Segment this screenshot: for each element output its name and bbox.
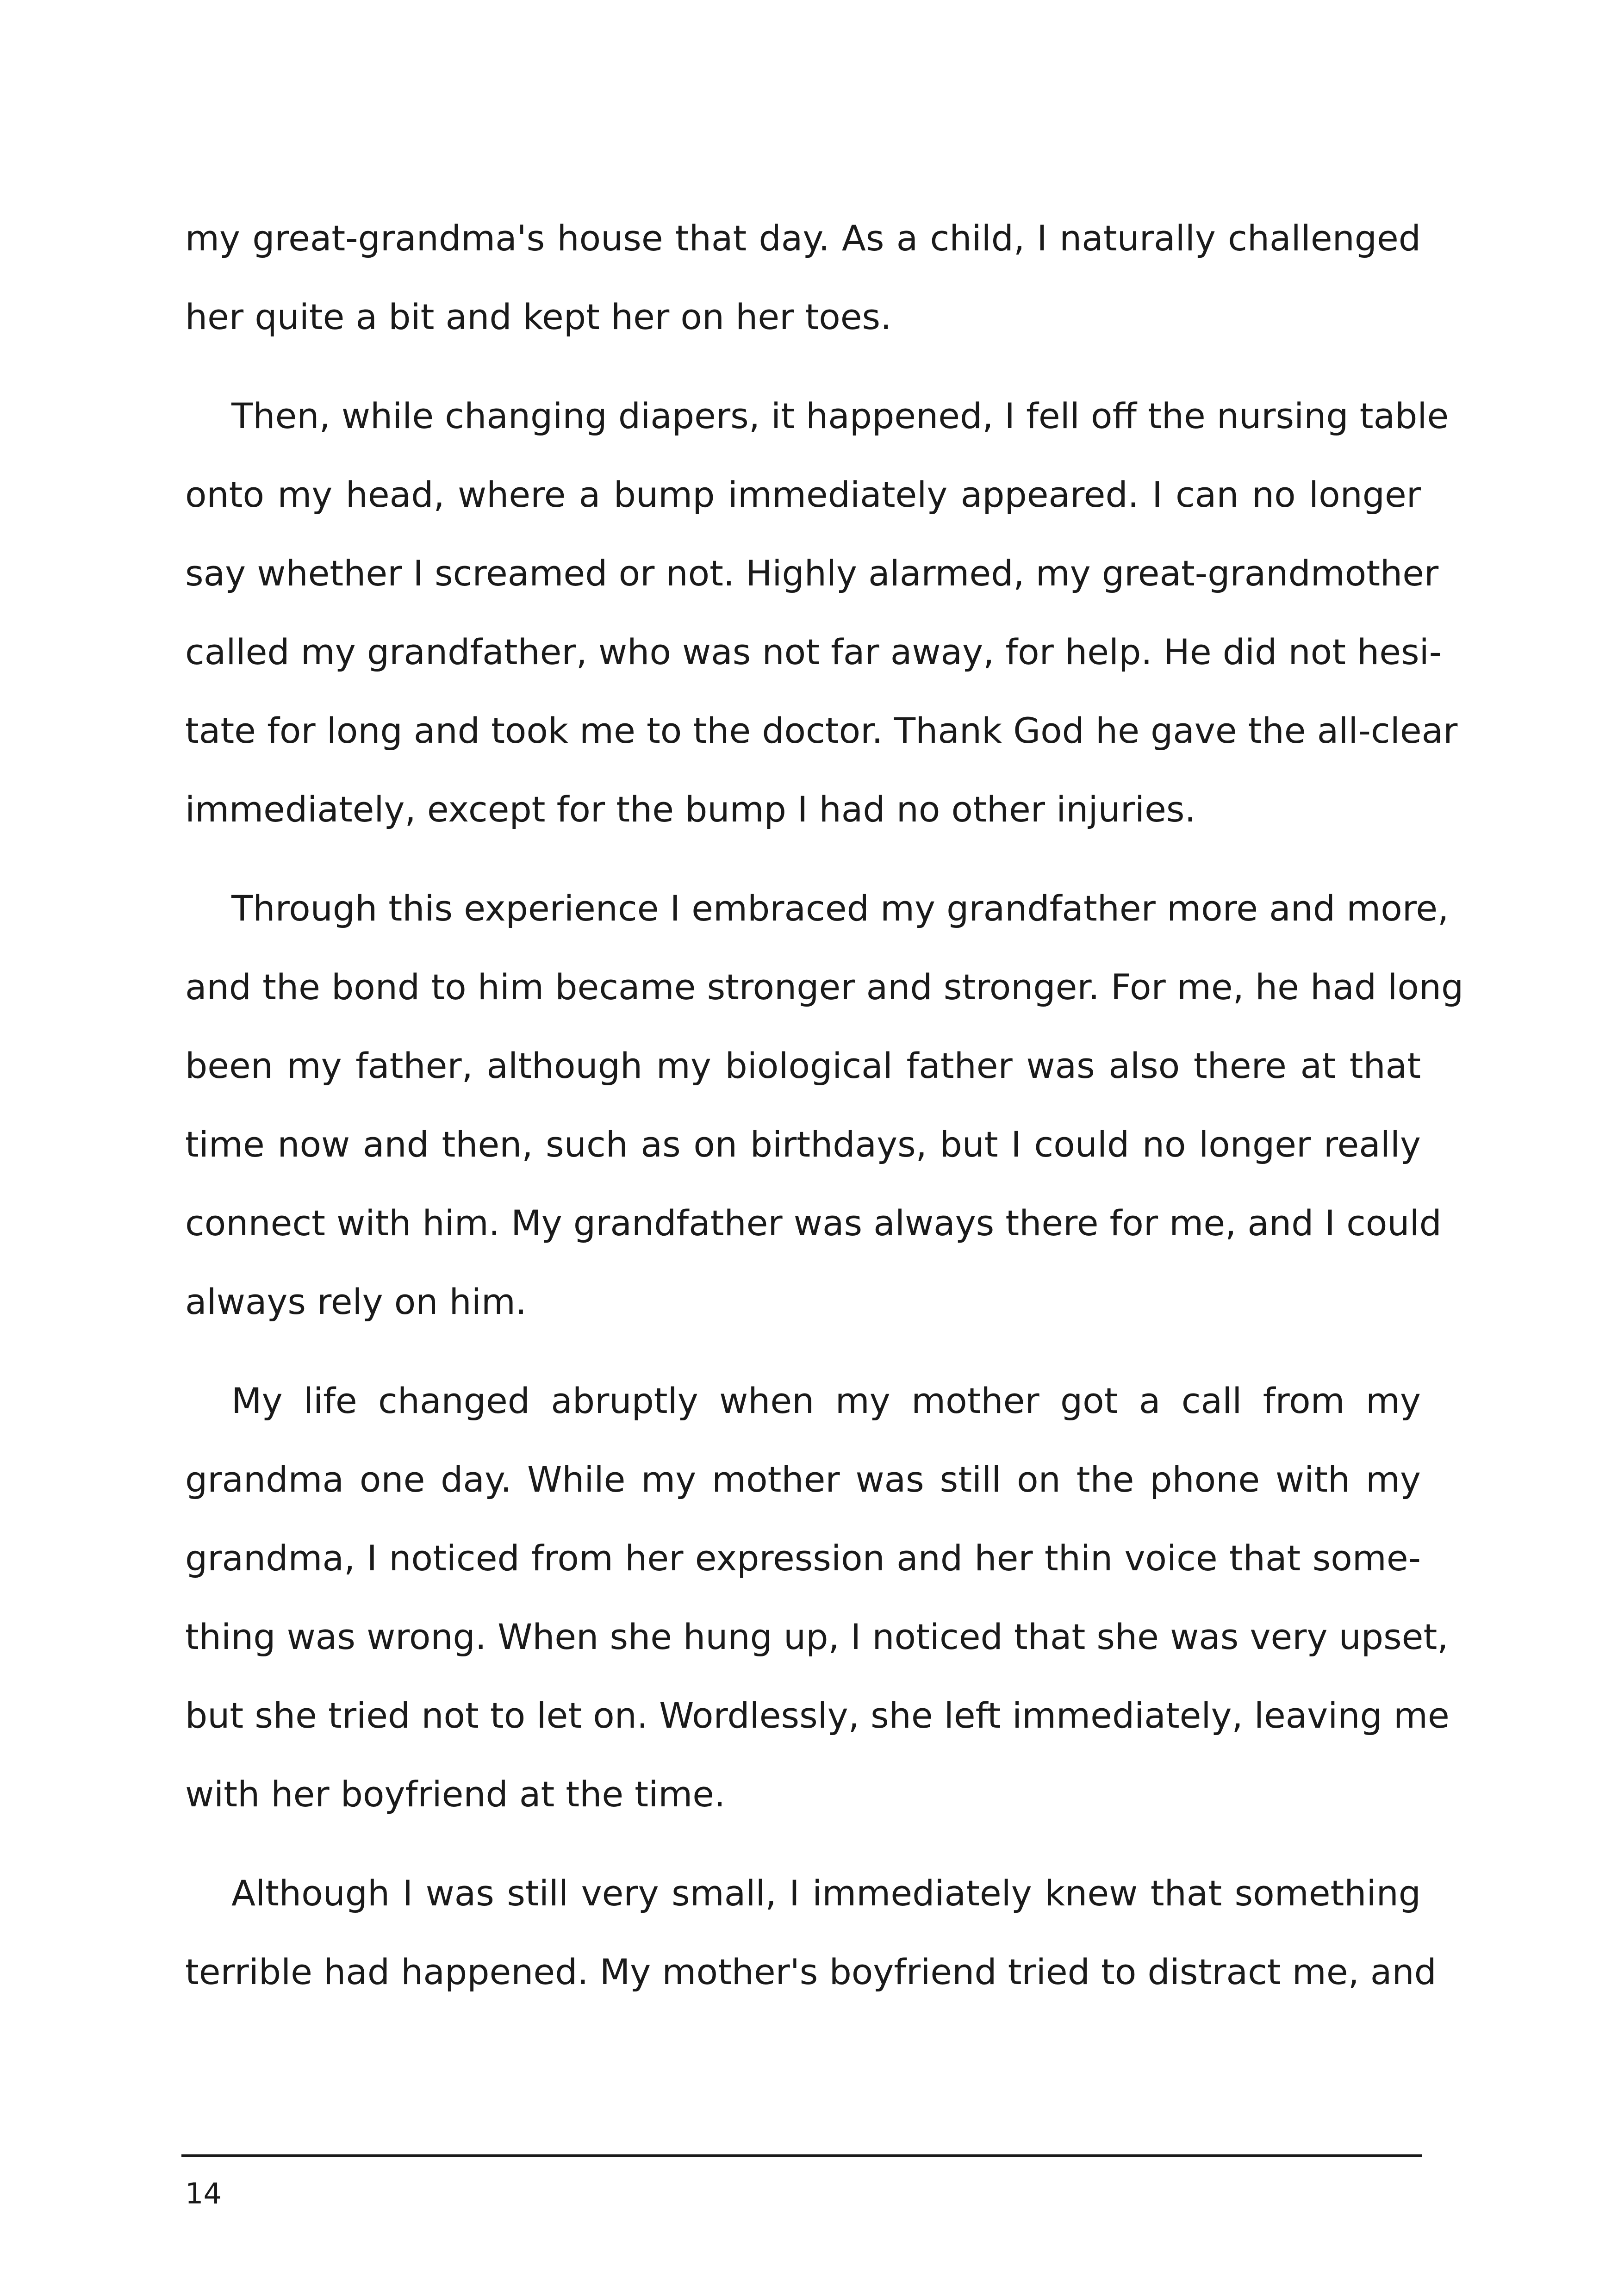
paragraph-gap: [185, 1834, 1421, 1854]
text-line: grandma one day. While my mother was still on the phone with my: [185, 1459, 1421, 1500]
footer-rule: [181, 2154, 1422, 2157]
text-line: been my father, although my biological father was also there at that: [185, 1045, 1421, 1086]
text-line: onto my head, where a bump immediately appeared. I can no longer: [185, 474, 1421, 515]
page-number: 14: [185, 2177, 222, 2210]
text-line: tate for long and took me to the doctor. Thank God he gave the all-clear: [185, 710, 1458, 751]
text-line: and the bond to him became stronger and stronger. For me, he had long: [185, 966, 1464, 1008]
body-text: [185, 199, 1464, 2011]
paragraph: [185, 869, 1464, 1341]
text-line: time now and then, such as on birthdays, but I could no longer really: [185, 1124, 1421, 1165]
paragraph: [185, 377, 1458, 849]
text-line: thing was wrong. When she hung up, I noticed that she was very upset,: [185, 1616, 1449, 1657]
paragraph: [185, 199, 1421, 356]
text-line: immediately, except for the bump I had no other injuries.: [185, 789, 1196, 830]
paragraph: [185, 1854, 1437, 2011]
text-line: her quite a bit and kept her on her toes.: [185, 296, 892, 337]
text-line: terrible had happened. My mother's boyfriend tried to distract me, and: [185, 1951, 1437, 1992]
text-line: Although I was still very small, I immediately knew that something: [231, 1873, 1421, 1914]
text-line: My life changed abruptly when my mother got a call from my: [231, 1380, 1421, 1421]
text-line: connect with him. My grandfather was always there for me, and I could: [185, 1202, 1442, 1244]
text-line: with her boyfriend at the time.: [185, 1773, 726, 1815]
paragraph: [185, 1362, 1450, 1834]
text-line: my great-grandma's house that day. As a child, I naturally challenged: [185, 218, 1421, 259]
text-line: called my grandfather, who was not far away, for help. He did not hesi-: [185, 631, 1442, 672]
text-line: Through this experience I embraced my grandfather more and more,: [231, 888, 1449, 929]
text-line: always rely on him.: [185, 1281, 527, 1322]
paragraph-gap: [185, 356, 1421, 377]
text-line: Then, while changing diapers, it happened, I fell off the nursing table: [231, 395, 1449, 436]
paragraph-gap: [185, 1341, 1421, 1362]
paragraph-gap: [185, 849, 1421, 869]
text-line: grandma, I noticed from her expression and her thin voice that some-: [185, 1537, 1421, 1579]
text-line: but she tried not to let on. Wordlessly, she left immediately, leaving me: [185, 1695, 1450, 1736]
text-line: say whether I screamed or not. Highly alarmed, my great-grandmother: [185, 553, 1439, 594]
